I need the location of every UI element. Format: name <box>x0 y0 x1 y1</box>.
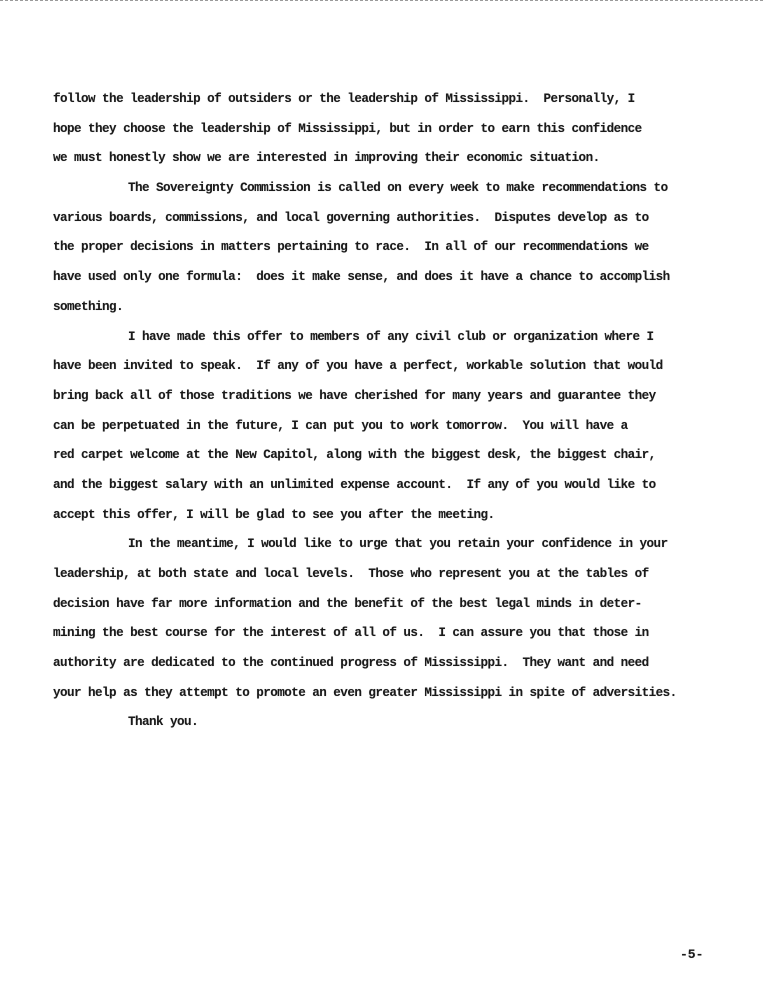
text-line: have used only one formula: does it make sense, and does it have a chance to accomplish <box>53 270 670 285</box>
text-line: and the biggest salary with an unlimited expense account. If any of you would like to <box>53 477 656 492</box>
text-line: hope they choose the leadership of Mississippi, but in order to earn this confidence <box>53 121 642 136</box>
closing-line: Thank you. <box>128 715 199 730</box>
text-line: various boards, commissions, and local governing authorities. Disputes develop as to <box>53 210 649 225</box>
document-body <box>53 89 733 742</box>
text-line: we must honestly show we are interested in improving their economic situation. <box>53 151 600 166</box>
text-line: authority are dedicated to the continued progress of Mississippi. They want and need <box>53 656 649 671</box>
text-line: accept this offer, I will be glad to see you after the meeting. <box>53 507 495 522</box>
text-line: have been invited to speak. If any of you have a perfect, workable solution that would <box>53 359 663 374</box>
text-line: bring back all of those traditions we have cherished for many years and guarantee they <box>53 388 656 403</box>
page-top-border <box>0 0 763 1</box>
text-line: leadership, at both state and local levels. Those who represent you at the tables of <box>53 567 649 581</box>
text-line: can be perpetuated in the future, I can put you to work tomorrow. You will have a <box>53 418 628 433</box>
paragraph-start-line: The Sovereignty Commission is called on every week to make recommendations to <box>128 181 668 196</box>
text-line: mining the best course for the interest of all of us. I can assure you that those in <box>53 626 649 641</box>
paragraph-start-line: In the meantime, I would like to urge that you retain your confidence in your <box>128 537 668 552</box>
text-line: decision have far more information and the benefit of the best legal minds in deter- <box>53 596 642 611</box>
text-line: your help as they attempt to promote an even greater Mississippi in spite of adversities. <box>53 685 677 700</box>
page-number: -5- <box>680 947 704 962</box>
text-line: something. <box>53 299 124 314</box>
text-line: red carpet welcome at the New Capitol, along with the biggest desk, the biggest chair, <box>53 448 656 463</box>
text-line: follow the leadership of outsiders or the leadership of Mississippi. Personally, I <box>53 92 635 106</box>
text-line: the proper decisions in matters pertaining to race. In all of our recommendations we <box>53 240 649 255</box>
paragraph-start-line: I have made this offer to members of any civil club or organization where I <box>128 329 654 344</box>
